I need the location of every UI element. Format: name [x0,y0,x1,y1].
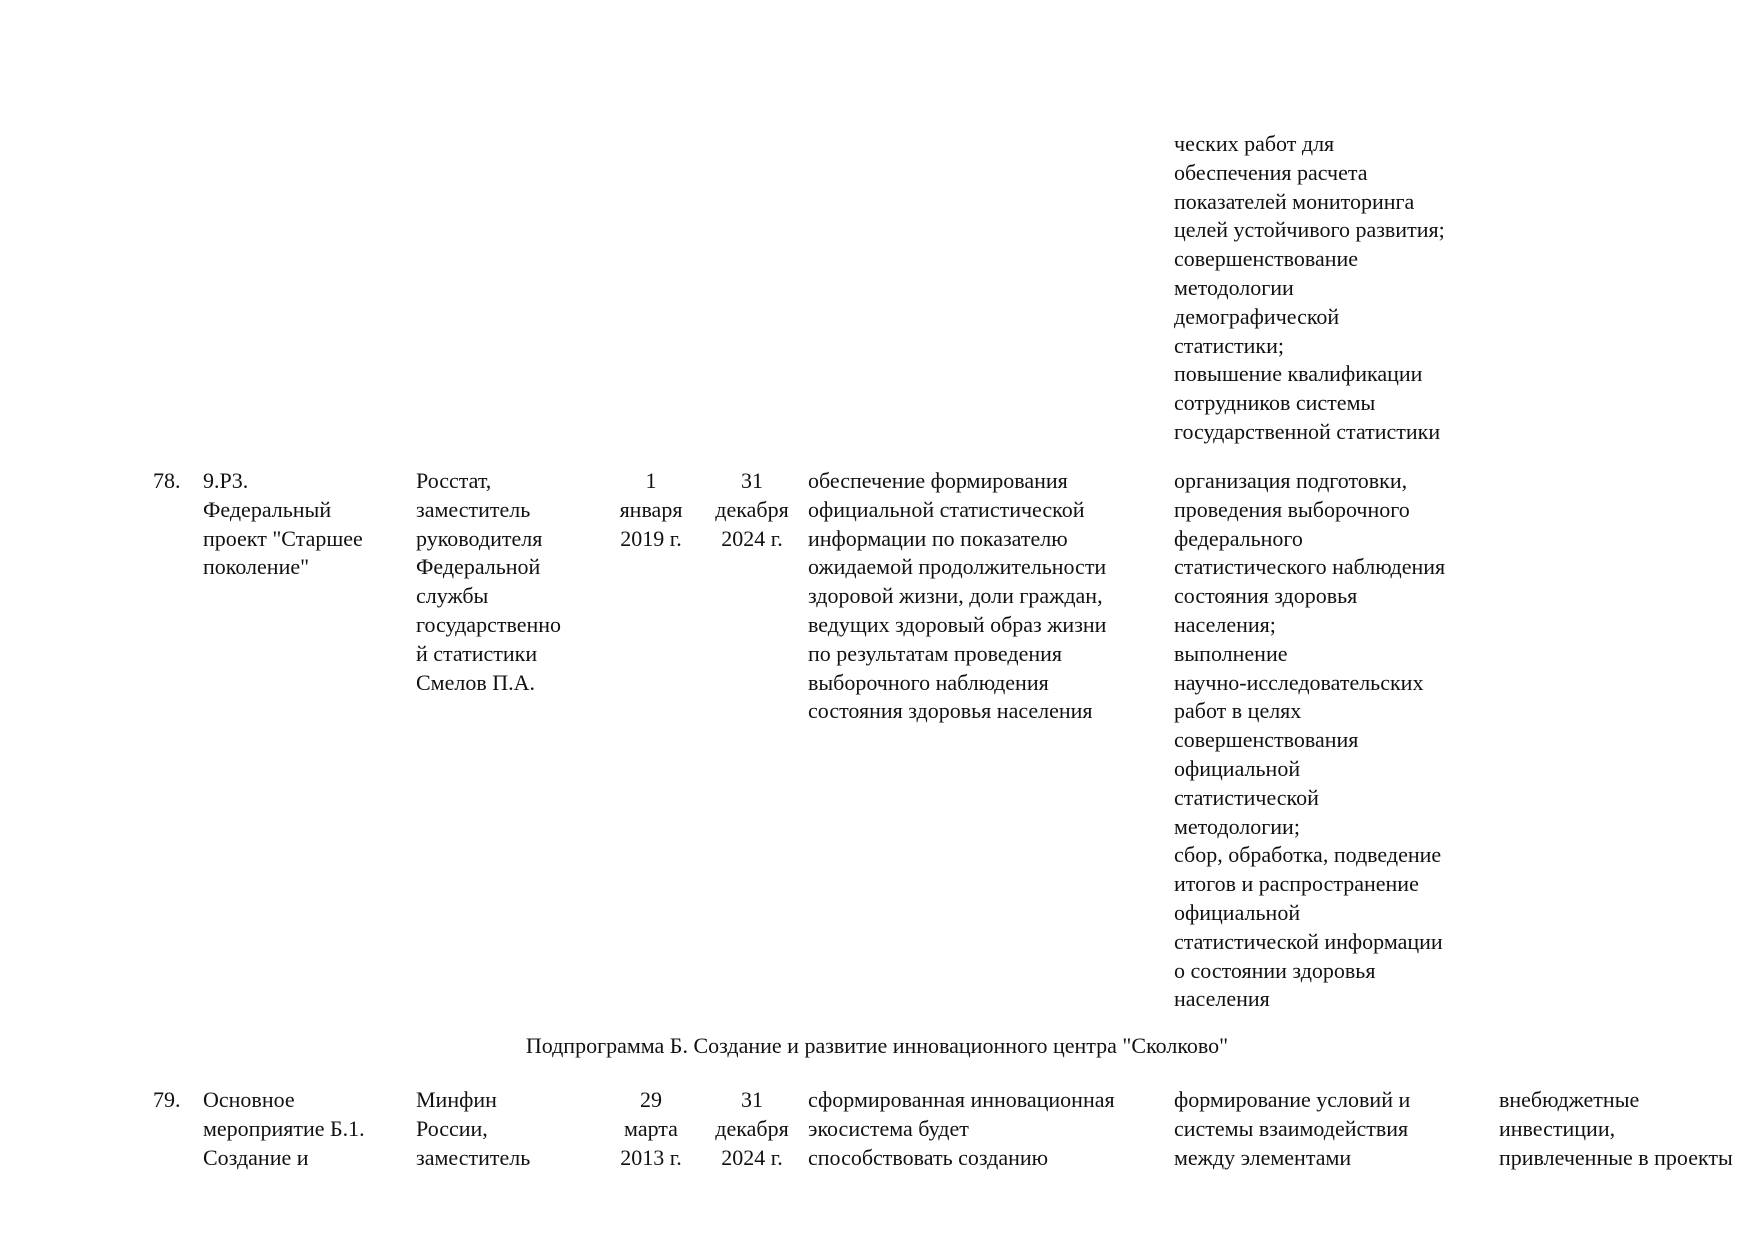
text-line: декабря [715,1115,789,1141]
text-line: января [619,496,683,522]
text-line: й статистики [416,640,538,666]
text-line: декабря [715,496,789,522]
row78-number [153,467,181,496]
row78-end-date-cell [700,467,804,553]
text-line: сформированная инновационная [808,1087,1115,1112]
text-line: официальной статистической [808,496,1085,522]
row78-activity-cell [1174,467,1445,1014]
subprogram-heading: Подпрограмма Б. Создание и развитие инновационного центра "Сколково" [525,1033,1229,1058]
text-line: Создание и [203,1144,309,1170]
row79-result-cell [808,1086,1115,1172]
text-line: привлеченные в проекты [1499,1144,1733,1170]
text-line: сбор, обработка, подведение [1174,842,1442,868]
text-line: итогов и распространение [1174,871,1419,897]
text-line: статистической информации [1174,928,1443,954]
text-line: населения [1174,986,1270,1012]
text-line: 31 [741,468,763,493]
row79-number [153,1086,181,1115]
row79-start-date-cell [604,1086,698,1172]
text-line: 31 [741,1087,763,1112]
text-line: между элементами [1174,1144,1352,1170]
text-line: 2013 г. [620,1144,682,1170]
text-line: ведущих здоровый образ жизни [808,611,1107,637]
row-number: 78. [153,468,181,493]
row79-end-date-cell [700,1086,804,1172]
text-line: 29 [640,1087,662,1112]
row79-executor-cell [416,1086,530,1172]
text-line: 9.Р3. [203,468,249,493]
text-line: 2024 г. [721,1144,783,1170]
text-line: проект "Старшее [203,525,363,551]
text-line: повышение квалификации [1174,361,1423,387]
text-line: формирование условий и [1174,1087,1411,1112]
text-line: Федеральной [416,554,541,580]
text-line: Основное [203,1087,295,1112]
text-line: марта [624,1115,678,1141]
text-line: мероприятие Б.1. [203,1115,365,1141]
text-line: 1 [645,468,657,493]
text-line: статистики; [1174,332,1284,358]
text-line: совершенствование [1174,246,1359,272]
text-line: выборочного наблюдения [808,669,1049,695]
text-line: службы [416,583,489,609]
text-line: официальной [1174,755,1301,781]
text-line: федерального [1174,525,1303,551]
row78-executor-cell [416,467,561,697]
text-line: выполнение [1174,640,1288,666]
row-number: 79. [153,1087,181,1112]
text-line: сотрудников системы [1174,390,1376,416]
text-line: ческих работ для [1174,131,1335,156]
text-line: поколение" [203,554,310,580]
text-line: целей устойчивого развития; [1174,217,1445,243]
text-line: демографической [1174,303,1340,329]
text-line: Минфин [416,1087,497,1112]
text-line: 2019 г. [620,525,682,551]
text-line: внебюджетные [1499,1087,1640,1112]
text-line: работ в целях [1174,698,1302,724]
text-line: обеспечение формирования [808,468,1068,493]
text-line: методологии [1174,274,1294,300]
text-line: Федеральный [203,496,332,522]
text-line: системы взаимодействия [1174,1115,1409,1141]
text-line: 2024 г. [721,525,783,551]
text-line: по результатам проведения [808,640,1063,666]
text-line: России, [416,1115,488,1141]
row78-name-cell [203,467,363,582]
text-line: состояния здоровья [1174,583,1358,609]
text-line: показателей мониторинга [1174,188,1415,214]
text-line: состояния здоровья населения [808,698,1093,724]
text-line: обеспечения расчета [1174,159,1368,185]
text-line: заместитель [416,1144,531,1170]
text-line: заместитель [416,496,531,522]
continuation-activity-cell [1174,130,1445,447]
text-line: официальной [1174,899,1301,925]
text-line: организация подготовки, [1174,468,1408,493]
text-line: государственной статистики [1174,418,1441,444]
row78-result-cell [808,467,1106,726]
row79-activity-cell [1174,1086,1410,1172]
text-line: экосистема будет [808,1115,969,1141]
text-line: научно-исследовательских [1174,669,1424,695]
text-line: Росстат, [416,468,492,493]
text-line: руководителя [416,525,543,551]
text-line: здоровой жизни, доли граждан, [808,583,1103,609]
text-line: информации по показателю [808,525,1068,551]
text-line: о состоянии здоровья [1174,957,1376,983]
text-line: инвестиции, [1499,1115,1616,1141]
text-line: населения; [1174,611,1276,637]
text-line: Смелов П.А. [416,669,536,695]
text-line: проведения выборочного [1174,496,1410,522]
text-line: государственно [416,611,562,637]
text-line: статистической [1174,784,1319,810]
text-line: методологии; [1174,813,1300,839]
text-line: статистического наблюдения [1174,554,1446,580]
text-line: ожидаемой продолжительности [808,554,1107,580]
row78-start-date-cell [604,467,698,553]
row79-name-cell [203,1086,365,1172]
text-line: способствовать созданию [808,1144,1049,1170]
row79-indicator-cell [1499,1086,1733,1172]
text-line: совершенствования [1174,727,1359,753]
